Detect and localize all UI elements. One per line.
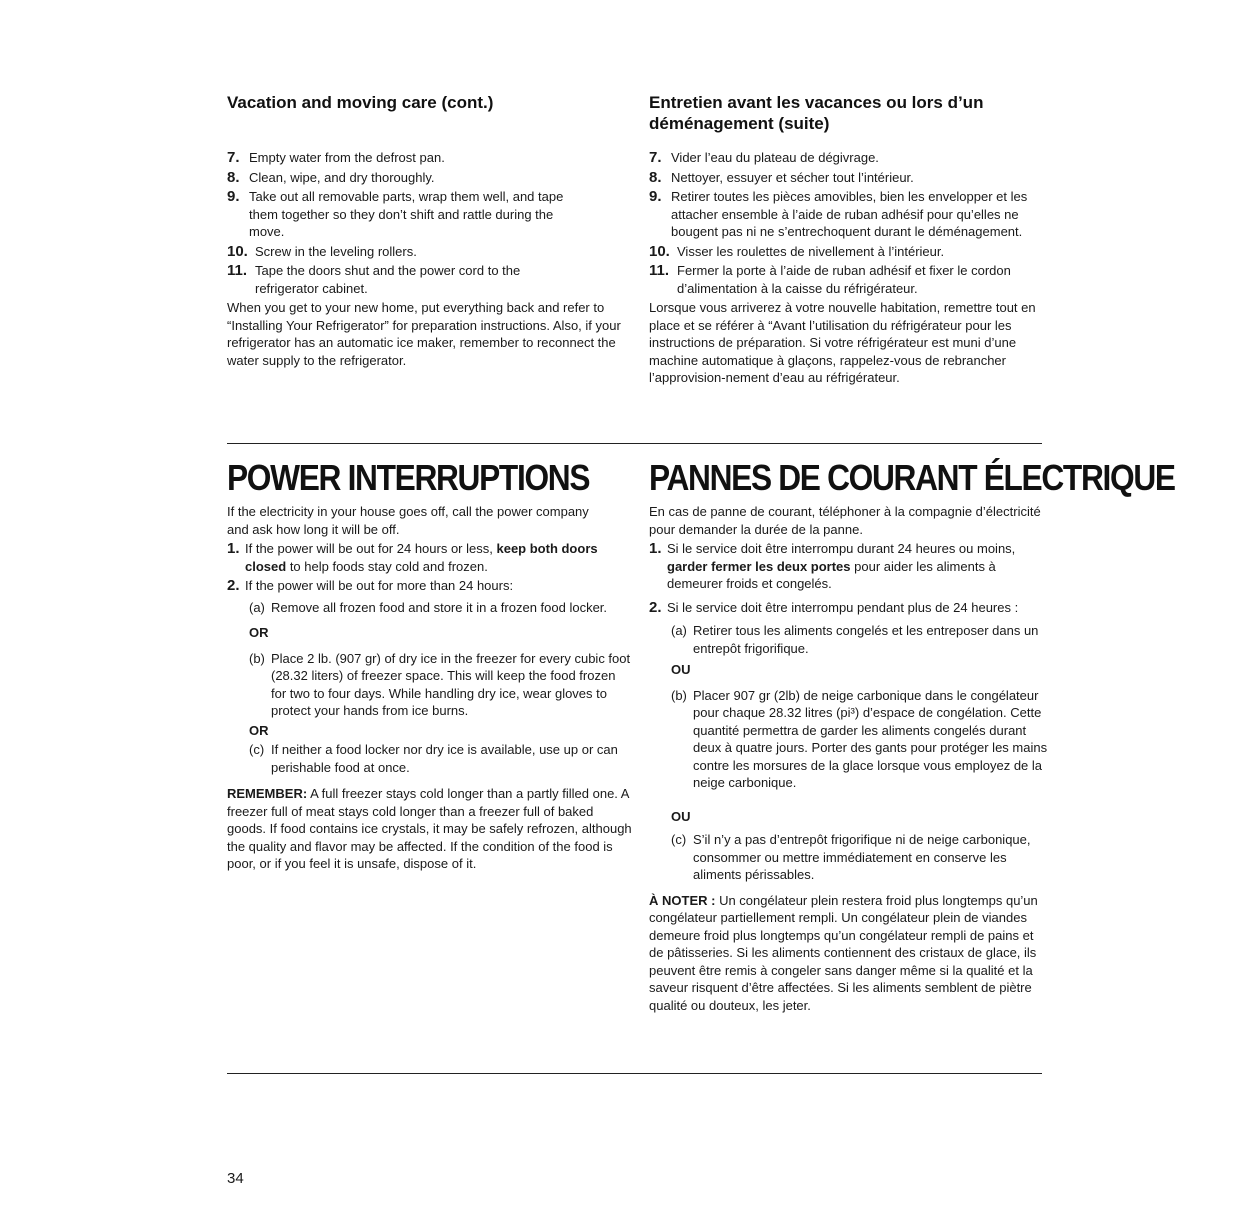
or-label: OR xyxy=(249,625,269,640)
closing-paragraph: When you get to your new home, put everything back and refer to “Installing Your Refrigerator” for preparation instructions. Also, if your refrigerator has an automatic ice maker, remember to reconnect the water supply to the refrigerator. xyxy=(227,300,621,368)
step-9: 9. Retirer toutes les pièces amovibles, bien les envelopper et les attacher ensemble à l’aide de ruban adhésif pour qu’elles ne bougent pas ni ne s’entrechoquent durant le déménagement. xyxy=(649,188,1028,239)
step-9: 9. Take out all removable parts, wrap them well, and tape them together so they don’t shift and rattle during the move. xyxy=(227,188,564,239)
step-11: 11. Fermer la porte à l’aide de ruban adhésif et fixer le cordon d’alimentation à la caisse du réfrigérateur. xyxy=(649,262,1011,296)
item-2-options xyxy=(649,622,1049,884)
vacation-care-fr xyxy=(649,92,1044,387)
steps-list xyxy=(649,149,1044,387)
section-title: Vacation and moving care (cont.) xyxy=(227,93,494,112)
step-7: 7. Vider l’eau du plateau de dégivrage. xyxy=(649,149,879,166)
option-c: (c) If neither a food locker nor dry ice is available, use up or can perishable food at once. xyxy=(249,742,618,775)
option-a: (a) Retirer tous les aliments congelés et les entreposer dans un entrepôt frigorifique. xyxy=(671,623,1039,656)
power-interruptions-en xyxy=(227,458,632,873)
step-10: 10. Screw in the leveling rollers. xyxy=(227,242,417,260)
option-a: (a) Remove all frozen food and store it in a frozen food locker. xyxy=(249,599,608,615)
item-2: 2. If the power will be out for more than 24 hours: xyxy=(227,577,514,594)
step-7: 7. Empty water from the defrost pan. xyxy=(227,149,445,166)
section-heading: POWER INTERRUPTIONS xyxy=(227,457,590,498)
or-label: OU xyxy=(671,808,691,824)
note-paragraph: À NOTER : Un congélateur plein restera froid plus longtemps qu’un congélateur partiellement rempli. Un congélateur plein de viandes demeure froid plus longtemps qu’un congélateur rempli de pains et de pâtisseries. Si les aliments contiennent des cristaux de glace, ils peuvent être remis à congeler sans danger même si la qualité et la saveur risquent d’être affectées. Si les aliments semblent de piètre qualité ou douteux, les jeter. xyxy=(649,892,1038,1013)
step-8: 8. Nettoyer, essuyer et sécher tout l’intérieur. xyxy=(649,168,914,186)
section-body xyxy=(227,503,632,873)
intro-paragraph: If the electricity in your house goes off, call the power company and ask how long it will be off. xyxy=(227,504,589,537)
option-c: (c) S’il n’y a pas d’entrepôt frigorifique ni de neige carbonique, consommer ou mettre immédiatement en conserve les aliments périssables. xyxy=(671,832,1031,882)
item-1: 1. Si le service doit être interrompu durant 24 heures ou moins, garder fermer les deux portes pour aider les aliments à demeurer froids et congelés. xyxy=(649,540,1016,591)
or-label: OR xyxy=(249,722,269,738)
intro-paragraph: En cas de panne de courant, téléphoner à la compagnie d’électricité pour demander la durée de la panne. xyxy=(649,504,1041,537)
divider-rule-top xyxy=(227,443,1042,444)
page-number: 34 xyxy=(227,1170,244,1187)
step-10: 10. Visser les roulettes de nivellement à l’intérieur. xyxy=(649,242,945,260)
step-11: 11. Tape the doors shut and the power cord to the refrigerator cabinet. xyxy=(227,262,521,296)
section-heading: PANNES DE COURANT ÉLECTRIQUE xyxy=(649,457,1175,498)
option-b: (b) Place 2 lb. (907 gr) of dry ice in the freezer for every cubic foot (28.32 liters) of freezer space. This will keep the food frozen for two to four days. While handling dry ice, wear gloves to protect your hands from ice burns. xyxy=(249,650,631,718)
item-1: 1. If the power will be out for 24 hours or less, keep both doors closed to help foods stay cold and frozen. xyxy=(227,540,598,574)
or-label: OU xyxy=(671,662,691,677)
section-title: Entretien avant les vacances ou lors d’un déménagement (suite) xyxy=(649,93,984,133)
section-body xyxy=(649,503,1049,1014)
item-2: 2. Si le service doit être interrompu pendant plus de 24 heures : xyxy=(649,598,1019,616)
remember-note: REMEMBER: A full freezer stays cold longer than a partly filled one. A freezer full of meat stays cold longer than a freezer full of baked goods. If food contains ice crystals, it may be safely refrozen, although the quality and flavor may be affected. If the condition of the food is poor, or if you feel it is unsafe, dispose of it. xyxy=(227,786,632,871)
item-2-options xyxy=(227,599,632,777)
step-8: 8. Clean, wipe, and dry thoroughly. xyxy=(227,168,435,186)
vacation-care-en xyxy=(227,92,627,369)
divider-rule-bottom xyxy=(227,1073,1042,1074)
power-interruptions-fr xyxy=(649,457,1175,1014)
steps-list xyxy=(227,149,627,369)
option-b: (b) Placer 907 gr (2lb) de neige carbonique dans le congélateur pour chaque 28.32 litres (pi³) d’espace de congélation. Cette quantité permettra de garder les aliments congelés durant deux à quatre jours. Porter des gants pour protéger les mains contre les morsures de la glace lorsque vous employez de la neige carbonique. xyxy=(671,687,1048,790)
closing-paragraph: Lorsque vous arriverez à votre nouvelle habitation, remettre tout en place et se référer à “Avant l’utilisation du réfrigérateur pour les instructions de préparation. Si votre réfrigérateur est muni d’une machine automatique à glaçons, rappelez-vous de rebrancher l’approvision-nement d’eau au réfrigérateur. xyxy=(649,300,1036,385)
